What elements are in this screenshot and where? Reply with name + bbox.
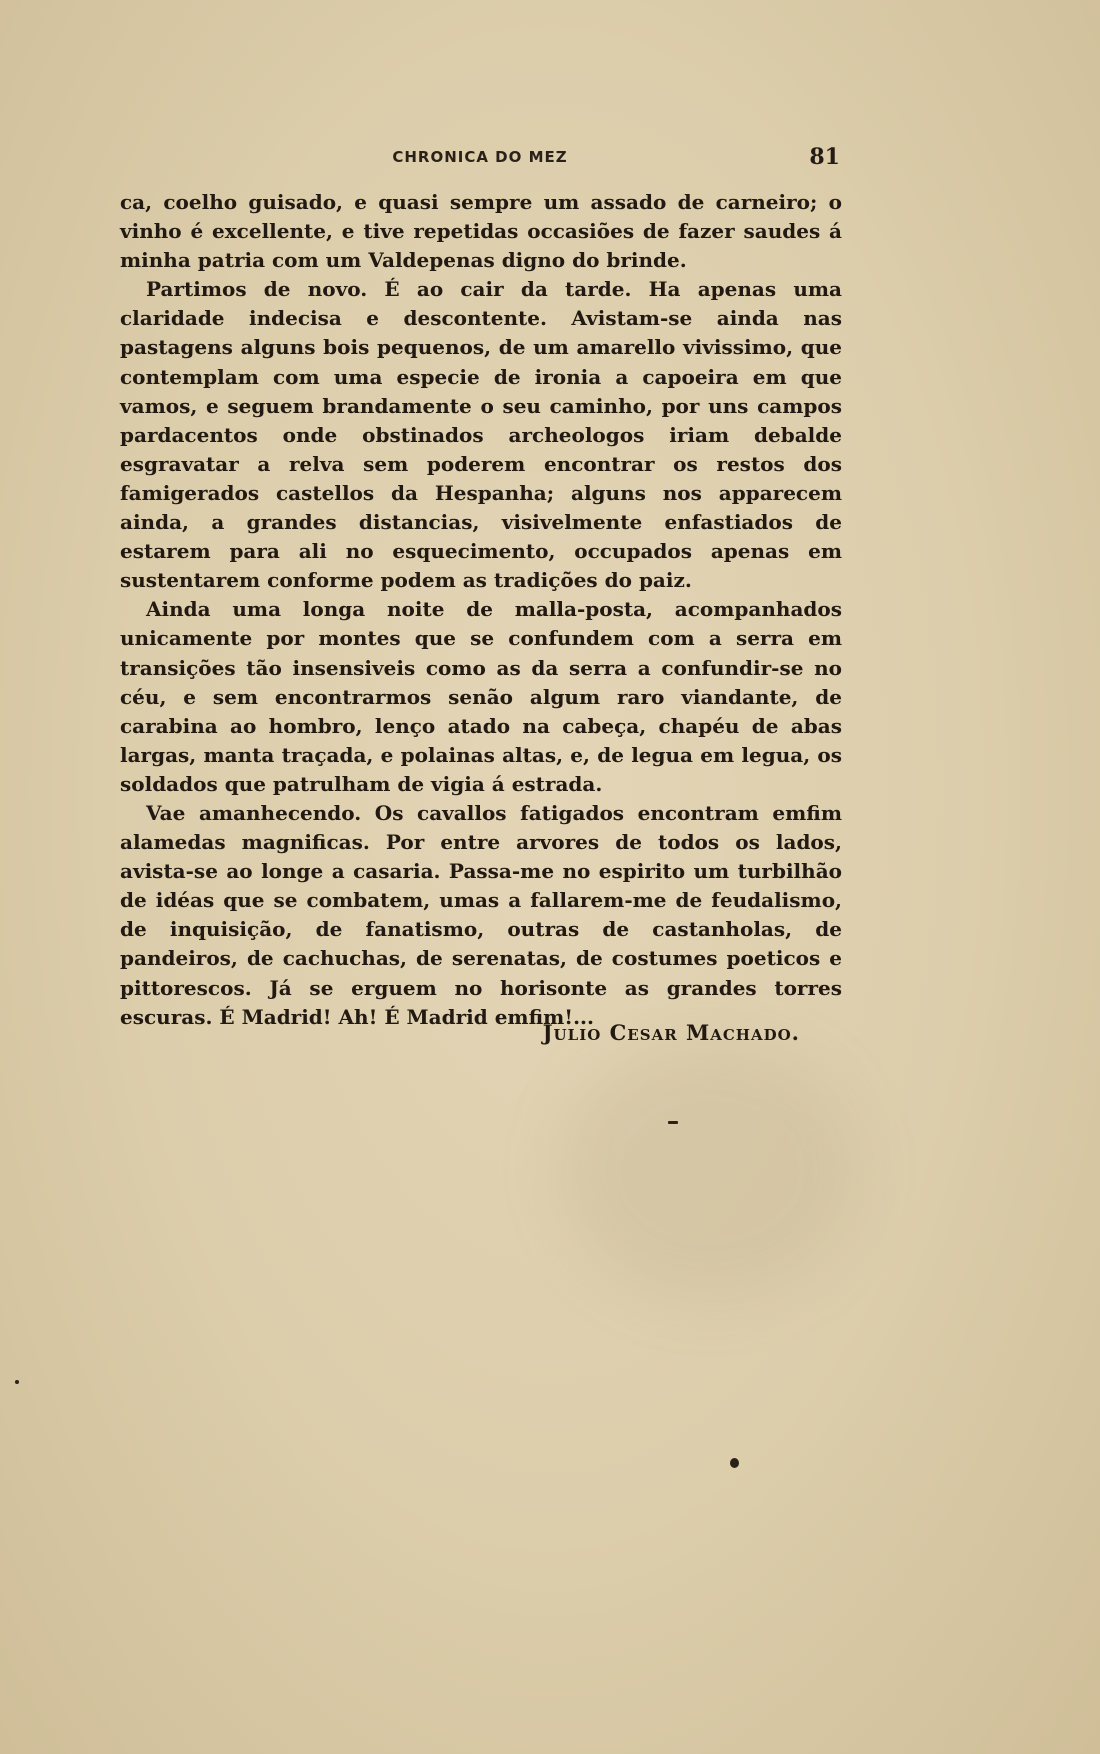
paragraph-2: Partimos de novo. É ao cair da tarde. Ha apenas uma claridade indecisa e descontente. Avistam-se ainda nas pastagens alguns bois pequenos, de um amarello vivissimo, que contemplam com uma especie de ironia a capoeira em que vamos, e seguem brandamente o seu caminho, por uns campos pardacentos onde obstinados archeologos iriam debalde esgravatar a relva sem poderem encontrar os restos dos famigerados castellos da Hespanha; alguns nos apparecem ainda, a grandes distancias, visivelmente enfastiados de estarem para ali no esquecimento, occupados apenas em sustentarem conforme podem as tradições do paiz. bbox=[120, 277, 842, 593]
paper-stain bbox=[560, 1040, 860, 1300]
ink-speck bbox=[668, 1121, 678, 1124]
paragraph-3: Ainda uma longa noite de malla-posta, acompanhados unicamente por montes que se confundem com a serra em transições tão insensiveis como as da serra a confundir-se no céu, e sem encontrarmos senão algum raro viandante, de carabina ao hombro, lenço atado na cabeça, chapéu de abas largas, manta traçada, e polainas altas, e, de legua em legua, os soldados que patrulham de vigia á estrada. bbox=[120, 597, 842, 796]
article-body bbox=[120, 188, 842, 1032]
author-signature: Julio Cesar Machado. bbox=[542, 1020, 800, 1045]
ink-speck bbox=[730, 1458, 739, 1468]
ink-speck bbox=[15, 1380, 19, 1384]
paragraph-1: ca, coelho guisado, e quasi sempre um assado de carneiro; o vinho é excellente, e tive repetidas occasiões de fazer saudes á minha patria com um Valdepenas digno do brinde. bbox=[120, 190, 842, 273]
page-number: 81 bbox=[809, 144, 840, 170]
paragraph-4: Vae amanhecendo. Os cavallos fatigados encontram emfim alamedas magnificas. Por entre arvores de todos os lados, avista-se ao longe a casaria. Passa-me no espirito um turbilhão de idéas que se combatem, umas a fallarem-me de feudalismo, de inquisição, de fanatismo, outras de castanholas, de pandeiros, de cachuchas, de serenatas, de costumes poeticos e pittorescos. Já se erguem no horisonte as grandes torres escuras. É Madrid! Ah! É Madrid emfim!... bbox=[120, 800, 842, 1029]
page-header bbox=[120, 146, 840, 172]
running-title: CHRONICA DO MEZ bbox=[392, 148, 568, 166]
